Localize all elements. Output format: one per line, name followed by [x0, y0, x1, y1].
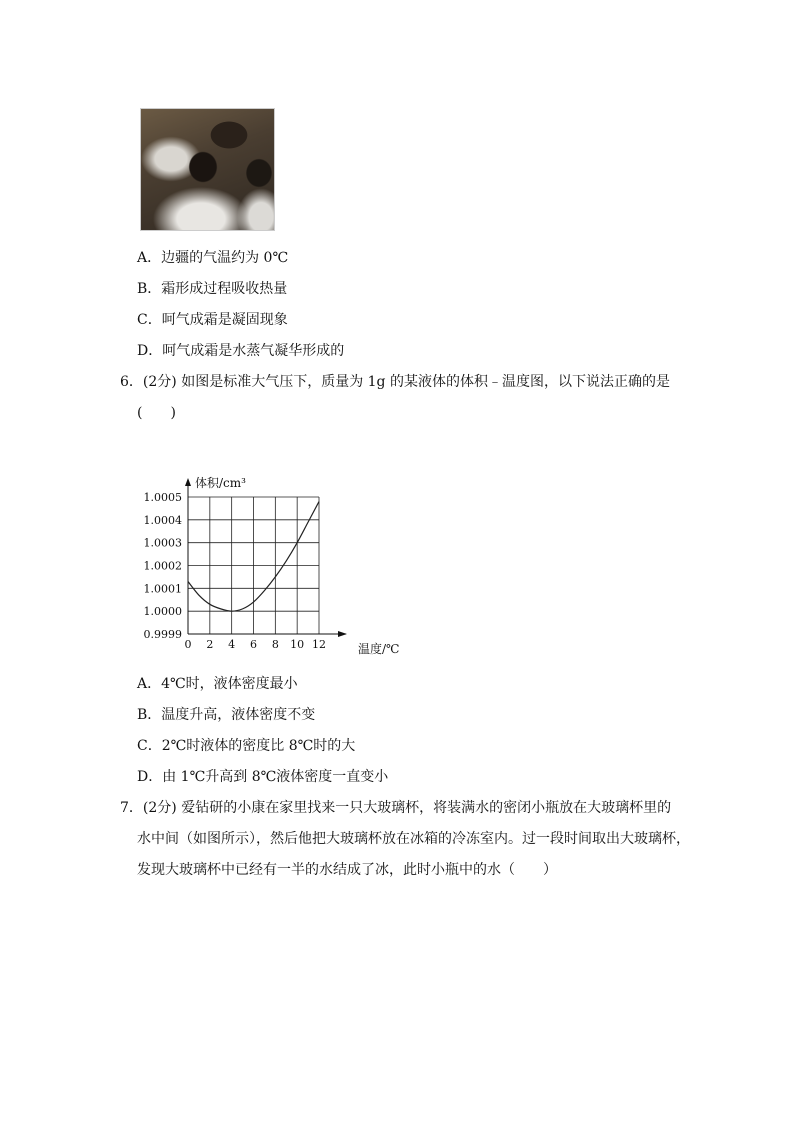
y-axis-label: 体积/cm³: [195, 476, 246, 490]
q6-option-c: C．2℃时液体的密度比 8℃时的大: [137, 738, 356, 754]
y-tick-label: 1.0001: [143, 582, 182, 596]
y-tick-label: 1.0004: [143, 513, 182, 527]
q5-option-b: B．霜形成过程吸收热量: [137, 281, 288, 297]
frost-breath-photo: [140, 108, 275, 231]
q6-option-d: D．由 1℃升高到 8℃液体密度一直变小: [137, 769, 389, 785]
q7-stem-line3: 发现大玻璃杯中已经有一半的水结成了冰，此时小瓶中的水（ ）: [137, 862, 557, 878]
y-tick-label: 1.0000: [143, 605, 182, 619]
x-tick-label: 2: [206, 638, 214, 651]
chart-grid: [188, 497, 319, 634]
q7-stem-line1: 7．(2分) 爱钻研的小康在家里找来一只大玻璃杯，将装满水的密闭小瓶放在大玻璃杯里的: [120, 800, 672, 816]
y-tick-label: 1.0005: [143, 491, 182, 504]
x-tick-label: 10: [290, 638, 305, 651]
x-tick-label: 0: [184, 638, 192, 651]
x-axis-label: 温度/℃: [358, 642, 400, 656]
y-tick-label: 1.0003: [143, 536, 182, 550]
q6-option-b: B．温度升高，液体密度不变: [137, 707, 316, 723]
q6-stem: 6．(2分) 如图是标准大气压下，质量为 1g 的某液体的体积﹣温度图，以下说法正确的是: [120, 374, 670, 390]
y-tick-label: 1.0002: [143, 559, 182, 573]
y-axis-arrow: [185, 478, 191, 486]
volume-temperature-chart: [140, 470, 400, 660]
chart-axes: [185, 478, 347, 637]
x-tick-label: 6: [250, 638, 257, 651]
q6-option-a: A．4℃时，液体密度最小: [137, 676, 298, 692]
x-axis-arrow: [338, 631, 347, 637]
q7-stem-line2: 水中间（如图所示），然后他把大玻璃杯放在冰箱的冷冻室内。过一段时间取出大玻璃杯，: [137, 831, 690, 847]
x-tick-labels: [185, 638, 327, 651]
x-tick-label: 4: [228, 638, 236, 651]
x-tick-label: 8: [271, 638, 279, 651]
q5-option-d: D．呵气成霜是水蒸气凝华形成的: [137, 343, 345, 359]
y-tick-label: 0.9999: [143, 628, 182, 641]
q6-answer-blank: ( ): [137, 405, 176, 421]
q5-option-a: A．边疆的气温约为 0℃: [137, 250, 289, 266]
x-tick-label: 12: [312, 638, 326, 651]
y-tick-labels: [144, 491, 183, 641]
q5-option-c: C．呵气成霜是凝固现象: [137, 312, 288, 328]
